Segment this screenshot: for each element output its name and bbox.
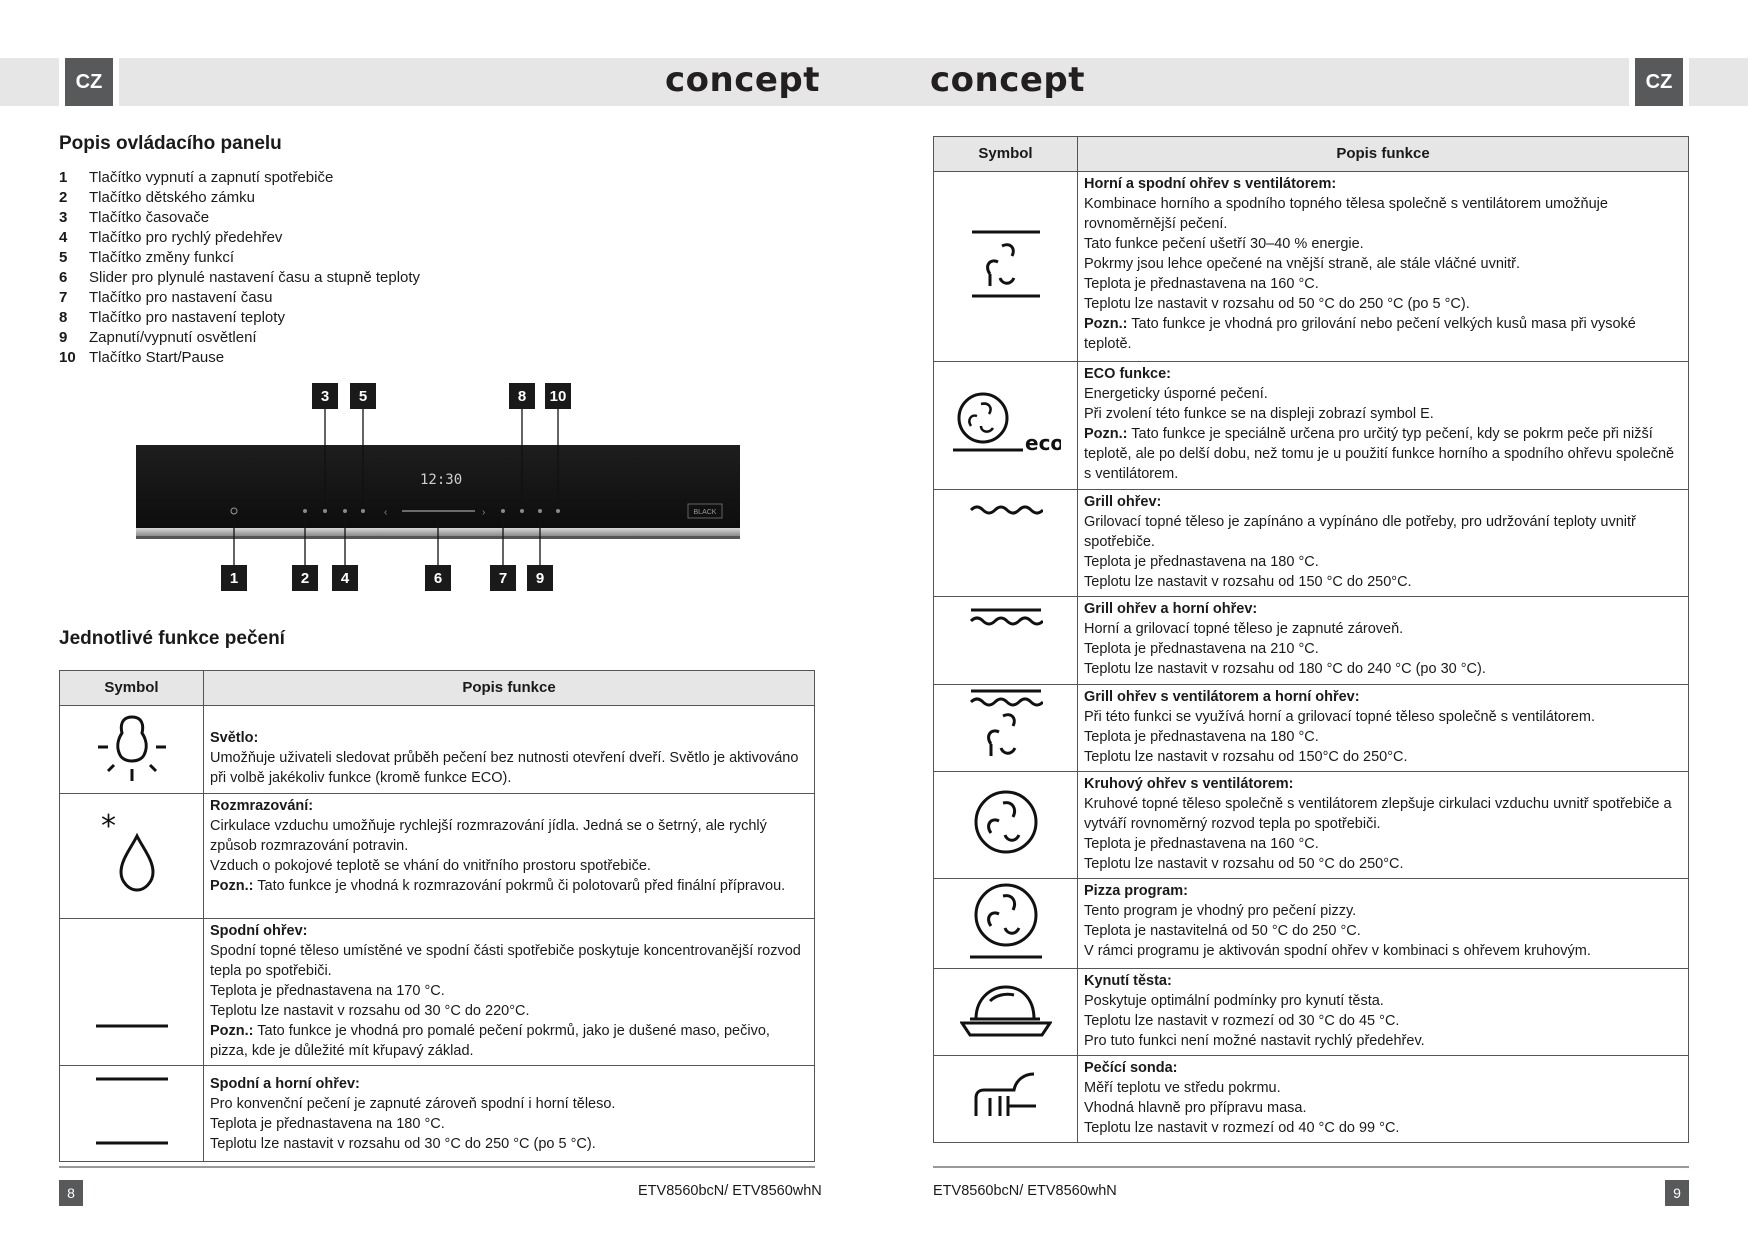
function-icon xyxy=(361,509,365,513)
table-row xyxy=(60,794,815,919)
function-line: Teplota je přednastavena na 170 °C. xyxy=(210,983,445,999)
function-title: ECO funkce: xyxy=(1084,366,1172,382)
function-line: Teplotu lze nastavit v rozsahu od 30 °C do 250 °C (po 5 °C). xyxy=(210,1136,596,1152)
note-label: Pozn.: xyxy=(210,1023,254,1039)
page-number-right: 9 xyxy=(1665,1180,1689,1206)
pizza-icon xyxy=(968,881,1044,961)
brand-logo-right: concept xyxy=(930,60,1086,100)
grill-top-icon xyxy=(969,607,1043,629)
function-title: Světlo: xyxy=(210,730,259,746)
function-title: Pizza program: xyxy=(1084,883,1188,899)
time-icon xyxy=(501,509,505,513)
function-line: Pro konvenční pečení je zapnuté zároveň spodní i horní těleso. xyxy=(210,1096,616,1112)
function-title: Rozmrazování: xyxy=(210,798,314,814)
callout-9: 9 xyxy=(527,565,553,591)
footer-line-right xyxy=(933,1166,1689,1168)
light-icon xyxy=(538,509,542,513)
item-text: Tlačítko dětského zámku xyxy=(89,189,255,206)
defrost-drop-icon xyxy=(97,808,167,898)
symbol-cell xyxy=(60,794,204,919)
note-text: Tato funkce je speciálně určena pro určitý typ pečení, kdy se pokrm peče při nižší teplotě, ale po delší dobu, než tomu je u použití funkce horního a spodního ohřevu společně s ventilátorem. xyxy=(1084,426,1675,482)
item-text: Tlačítko pro nastavení teploty xyxy=(89,309,285,326)
list-item xyxy=(59,268,420,288)
col-symbol: Symbol xyxy=(934,137,1078,172)
item-text: Tlačítko pro nastavení času xyxy=(89,289,273,306)
table-header-row xyxy=(934,137,1689,172)
start-icon xyxy=(556,509,560,513)
desc-cell xyxy=(1078,362,1689,490)
function-title: Horní a spodní ohřev s ventilátorem: xyxy=(1084,176,1337,192)
symbol-cell xyxy=(934,969,1078,1056)
function-line: Vhodná hlavně pro přípravu masa. xyxy=(1084,1100,1307,1116)
symbol-cell xyxy=(934,362,1078,490)
meat-probe-icon xyxy=(970,1068,1042,1124)
function-line: Teplota je přednastavena na 180 °C. xyxy=(1084,554,1319,570)
light-bulb-icon xyxy=(92,709,172,785)
grill-fan-top-icon xyxy=(969,688,1043,762)
callout-4: 4 xyxy=(332,565,358,591)
function-title: Spodní ohřev: xyxy=(210,923,308,939)
function-line: Teplota je nastavitelná od 50 °C do 250 °C. xyxy=(1084,923,1361,939)
function-line: Teplotu lze nastavit v rozsahu od 180 °C do 240 °C (po 30 °C). xyxy=(1084,661,1486,677)
desc-cell xyxy=(1078,597,1689,685)
callout-8: 8 xyxy=(509,383,535,409)
eco-icon-text: eco xyxy=(1024,430,1061,455)
desc-cell xyxy=(1078,685,1689,772)
functions-table-right xyxy=(933,136,1689,1143)
list-item xyxy=(59,168,420,188)
table-row xyxy=(934,597,1689,685)
function-line: Pokrmy jsou lehce opečené na vnější straně, ale stále vláčné uvnitř. xyxy=(1084,256,1521,272)
col-desc: Popis funkce xyxy=(204,671,815,706)
desc-cell xyxy=(204,706,815,794)
list-item xyxy=(59,188,420,208)
panel-items-list xyxy=(59,168,420,368)
function-title: Spodní a horní ohřev: xyxy=(210,1076,360,1092)
function-line: Pro tuto funkci není možné nastavit rychlý předehřev. xyxy=(1084,1033,1425,1049)
table-header-row xyxy=(60,671,815,706)
control-panel-svg xyxy=(130,380,750,590)
footer-line-left xyxy=(59,1166,815,1168)
symbol-cell xyxy=(934,879,1078,969)
table-row xyxy=(934,490,1689,597)
item-text: Tlačítko Start/Pause xyxy=(89,349,225,366)
item-number: 1 xyxy=(59,169,68,186)
desc-cell xyxy=(204,919,815,1066)
callout-7: 7 xyxy=(490,565,516,591)
function-title: Grill ohřev s ventilátorem a horní ohřev: xyxy=(1084,689,1360,705)
list-item xyxy=(59,328,420,348)
callout-1: 1 xyxy=(221,565,247,591)
function-line: Teplotu lze nastavit v rozsahu od 50 °C do 250 °C (po 5 °C). xyxy=(1084,296,1470,312)
header-gap xyxy=(1683,58,1689,106)
functions-table-left xyxy=(59,670,815,1162)
table-row xyxy=(934,1056,1689,1143)
list-item xyxy=(59,308,420,328)
item-number: 10 xyxy=(59,349,76,366)
desc-cell xyxy=(1078,879,1689,969)
svg-text:*: * xyxy=(100,809,116,844)
function-line: Teplotu lze nastavit v rozsahu od 150°C do 250°C. xyxy=(1084,749,1408,765)
function-line: Teplota je přednastavena na 160 °C. xyxy=(1084,276,1319,292)
list-item xyxy=(59,248,420,268)
note-text: Tato funkce je vhodná pro pomalé pečení pokrmů, jako je dušené maso, pečivo, pizza, kde je důležité mít křupavý základ. xyxy=(210,1023,770,1059)
function-line: Vzduch o pokojové teplotě se vhání do vnitřního prostoru spotřebiče. xyxy=(210,858,651,874)
brand-logo-left: concept xyxy=(665,60,821,100)
panel-badge-label: BLACK xyxy=(693,509,717,516)
function-line: Měří teplotu ve středu pokrmu. xyxy=(1084,1080,1281,1096)
desc-cell xyxy=(204,794,815,919)
callout-6: 6 xyxy=(425,565,451,591)
symbol-cell xyxy=(934,490,1078,597)
function-line: Energeticky úsporné pečení. xyxy=(1084,386,1268,402)
desc-cell xyxy=(1078,772,1689,879)
function-line: Teplota je přednastavena na 180 °C. xyxy=(1084,729,1319,745)
list-item xyxy=(59,228,420,248)
top-bottom-heat-icon xyxy=(92,1071,172,1151)
function-line: Horní a grilovací topné těleso je zapnuté zároveň. xyxy=(1084,621,1404,637)
note-label: Pozn.: xyxy=(210,878,254,894)
slider-left-icon: ‹ xyxy=(384,507,388,518)
item-number: 9 xyxy=(59,329,68,346)
item-text: Tlačítko vypnutí a zapnutí spotřebiče xyxy=(89,169,334,186)
table-row xyxy=(934,362,1689,490)
table-row xyxy=(934,772,1689,879)
top-bottom-fan-icon xyxy=(966,226,1046,302)
symbol-cell xyxy=(934,685,1078,772)
function-line: Teplotu lze nastavit v rozsahu od 50 °C do 250°C. xyxy=(1084,856,1404,872)
function-line: Umožňuje uživateli sledovat průběh pečení bez nutnosti otevření dveří. Světlo je aktivováno při volbě jakékoliv funkce (kromě funkce ECO). xyxy=(210,750,799,786)
table-row xyxy=(934,172,1689,362)
function-line: Spodní topné těleso umístěné ve spodní části spotřebiče poskytuje koncentrovanější rozvod tepla po spotřebiči. xyxy=(210,943,801,979)
symbol-cell xyxy=(60,1066,204,1162)
symbol-cell xyxy=(934,772,1078,879)
function-line: Teplotu lze nastavit v rozmezí od 40 °C do 99 °C. xyxy=(1084,1120,1400,1136)
callout-10: 10 xyxy=(545,383,571,409)
dough-proofing-icon xyxy=(960,979,1052,1039)
symbol-cell xyxy=(934,597,1078,685)
preheat-icon xyxy=(343,509,347,513)
panel-title: Popis ovládacího panelu xyxy=(59,133,282,154)
item-number: 8 xyxy=(59,309,68,326)
timer-icon xyxy=(323,509,327,513)
item-text: Zapnutí/vypnutí osvětlení xyxy=(89,329,257,346)
table-row xyxy=(60,1066,815,1162)
symbol-cell xyxy=(60,706,204,794)
item-number: 5 xyxy=(59,249,68,266)
table-row xyxy=(934,685,1689,772)
list-item xyxy=(59,208,420,228)
model-right: ETV8560bcN/ ETV8560whN xyxy=(933,1183,1117,1199)
list-item xyxy=(59,288,420,308)
function-title: Grill ohřev a horní ohřev: xyxy=(1084,601,1258,617)
temp-icon xyxy=(520,509,524,513)
symbol-cell xyxy=(934,1056,1078,1143)
desc-cell xyxy=(1078,1056,1689,1143)
item-number: 7 xyxy=(59,289,68,306)
callout-3: 3 xyxy=(312,383,338,409)
function-line: Tato funkce pečení ušetří 30–40 % energie. xyxy=(1084,236,1364,252)
note-label: Pozn.: xyxy=(1084,316,1128,332)
list-item xyxy=(59,348,420,368)
function-line: Grilovací topné těleso je zapínáno a vypínáno dle potřeby, pro udržování teploty uvnitř spotřebiče. xyxy=(1084,514,1636,550)
function-title: Kruhový ohřev s ventilátorem: xyxy=(1084,776,1294,792)
header-gap xyxy=(113,58,119,106)
item-text: Slider pro plynulé nastavení času a stupně teploty xyxy=(89,269,421,286)
control-panel-illustration xyxy=(130,380,750,590)
symbol-cell xyxy=(934,172,1078,362)
note-text: Tato funkce je vhodná k rozmrazování pokrmů či polotovarů před finální přípravou. xyxy=(257,878,786,894)
lang-badge-left: CZ xyxy=(65,58,113,106)
lock-icon xyxy=(303,509,307,513)
functions-title: Jednotlivé funkce pečení xyxy=(59,628,285,649)
col-desc: Popis funkce xyxy=(1078,137,1689,172)
table-row xyxy=(60,919,815,1066)
function-line: Tento program je vhodný pro pečení pizzy. xyxy=(1084,903,1357,919)
callout-5: 5 xyxy=(350,383,376,409)
symbol-cell xyxy=(60,919,204,1066)
model-left: ETV8560bcN/ ETV8560whN xyxy=(638,1183,822,1199)
function-line: Cirkulace vzduchu umožňuje rychlejší rozmrazování jídla. Jedná se o šetrný, ale rychlý způsob rozmrazování potravin. xyxy=(210,818,767,854)
function-line: Teplota je přednastavena na 160 °C. xyxy=(1084,836,1319,852)
slider-right-icon: › xyxy=(482,507,486,518)
callout-2: 2 xyxy=(292,565,318,591)
col-symbol: Symbol xyxy=(60,671,204,706)
item-text: Tlačítko změny funkcí xyxy=(89,249,235,266)
desc-cell xyxy=(1078,969,1689,1056)
function-line: Teplotu lze nastavit v rozsahu od 30 °C do 220°C. xyxy=(210,1003,530,1019)
item-text: Tlačítko časovače xyxy=(89,209,210,226)
item-number: 4 xyxy=(59,229,68,246)
function-title: Grill ohřev: xyxy=(1084,494,1162,510)
bottom-heat-icon xyxy=(92,1021,172,1031)
item-number: 2 xyxy=(59,189,68,206)
function-line: Při této funkci se využívá horní a grilovací topné těleso společně s ventilátorem. xyxy=(1084,709,1595,725)
note-text: Tato funkce je vhodná pro grilování nebo pečení velkých kusů masa při vysoké teplotě. xyxy=(1084,316,1636,352)
table-row xyxy=(60,706,815,794)
table-row xyxy=(934,879,1689,969)
grill-icon xyxy=(969,504,1043,520)
function-line: Teplota je přednastavena na 210 °C. xyxy=(1084,641,1319,657)
desc-cell xyxy=(1078,172,1689,362)
display-time: 12:30 xyxy=(420,472,463,488)
item-number: 6 xyxy=(59,269,68,286)
function-line: Teplotu lze nastavit v rozsahu od 150 °C do 250°C. xyxy=(1084,574,1412,590)
eco-fan-icon xyxy=(951,390,1061,456)
function-line: Teplota je přednastavena na 180 °C. xyxy=(210,1116,445,1132)
item-number: 3 xyxy=(59,209,68,226)
function-line: Kruhové topné těleso společně s ventilátorem zlepšuje cirkulaci vzduchu uvnitř spotřebiče a vytváří rovnoměrný rozvod tepla po spotřebiči. xyxy=(1084,796,1672,832)
function-line: Kombinace horního a spodního topného tělesa společně s ventilátorem umožňuje rovnoměrnější pečení. xyxy=(1084,196,1608,232)
desc-cell xyxy=(204,1066,815,1162)
table-row xyxy=(934,969,1689,1056)
function-line: Teplotu lze nastavit v rozmezí od 30 °C do 45 °C. xyxy=(1084,1013,1400,1029)
page-number-left: 8 xyxy=(59,1180,83,1206)
function-title: Pečící sonda: xyxy=(1084,1060,1178,1076)
circular-fan-icon xyxy=(971,787,1041,857)
function-title: Kynutí těsta: xyxy=(1084,973,1172,989)
function-line: Poskytuje optimální podmínky pro kynutí těsta. xyxy=(1084,993,1384,1009)
item-text: Tlačítko pro rychlý předehřev xyxy=(89,229,283,246)
function-line: Při zvolení této funkce se na displeji zobrazí symbol E. xyxy=(1084,406,1434,422)
note-label: Pozn.: xyxy=(1084,426,1128,442)
lang-badge-right: CZ xyxy=(1635,58,1683,106)
function-line: V rámci programu je aktivován spodní ohřev v kombinaci s ohřevem kruhovým. xyxy=(1084,943,1591,959)
desc-cell xyxy=(1078,490,1689,597)
